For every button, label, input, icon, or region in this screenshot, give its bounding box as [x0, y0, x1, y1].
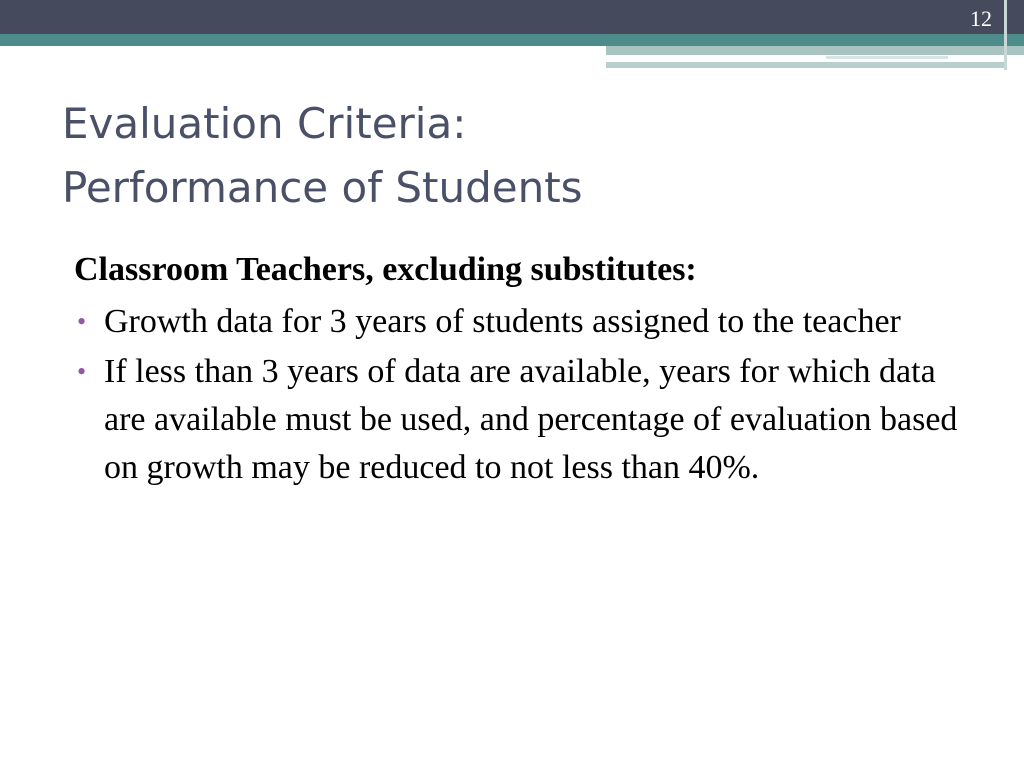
slide-title	[62, 92, 962, 220]
header-band	[0, 0, 1024, 34]
header-accent-line	[826, 56, 948, 59]
slide-title-line: Performance of Students	[62, 163, 583, 212]
bullet-item	[74, 298, 974, 346]
section-subheading: Classroom Teachers, excluding substitutes:	[74, 251, 697, 288]
bullet-list	[74, 298, 974, 492]
slide-number: 12	[970, 6, 992, 31]
header-teal-stripe	[0, 34, 1024, 46]
bullet-text: Growth data for 3 years of students assigned to the teacher	[104, 303, 901, 340]
bullet-text: If less than 3 years of data are available, years for which data are available must be used, and percentage of evaluation based on growth may be reduced to not less than 40%.	[104, 353, 958, 486]
header-accent-line	[606, 46, 1024, 55]
bullet-item	[74, 348, 974, 492]
bullet-dot-icon: •	[77, 307, 87, 336]
header-divider	[1004, 0, 1007, 70]
slide-body	[74, 246, 974, 494]
slide-title-line: Evaluation Criteria:	[62, 99, 467, 148]
header-accent-line	[606, 62, 1004, 68]
bullet-dot-icon: •	[77, 357, 87, 386]
